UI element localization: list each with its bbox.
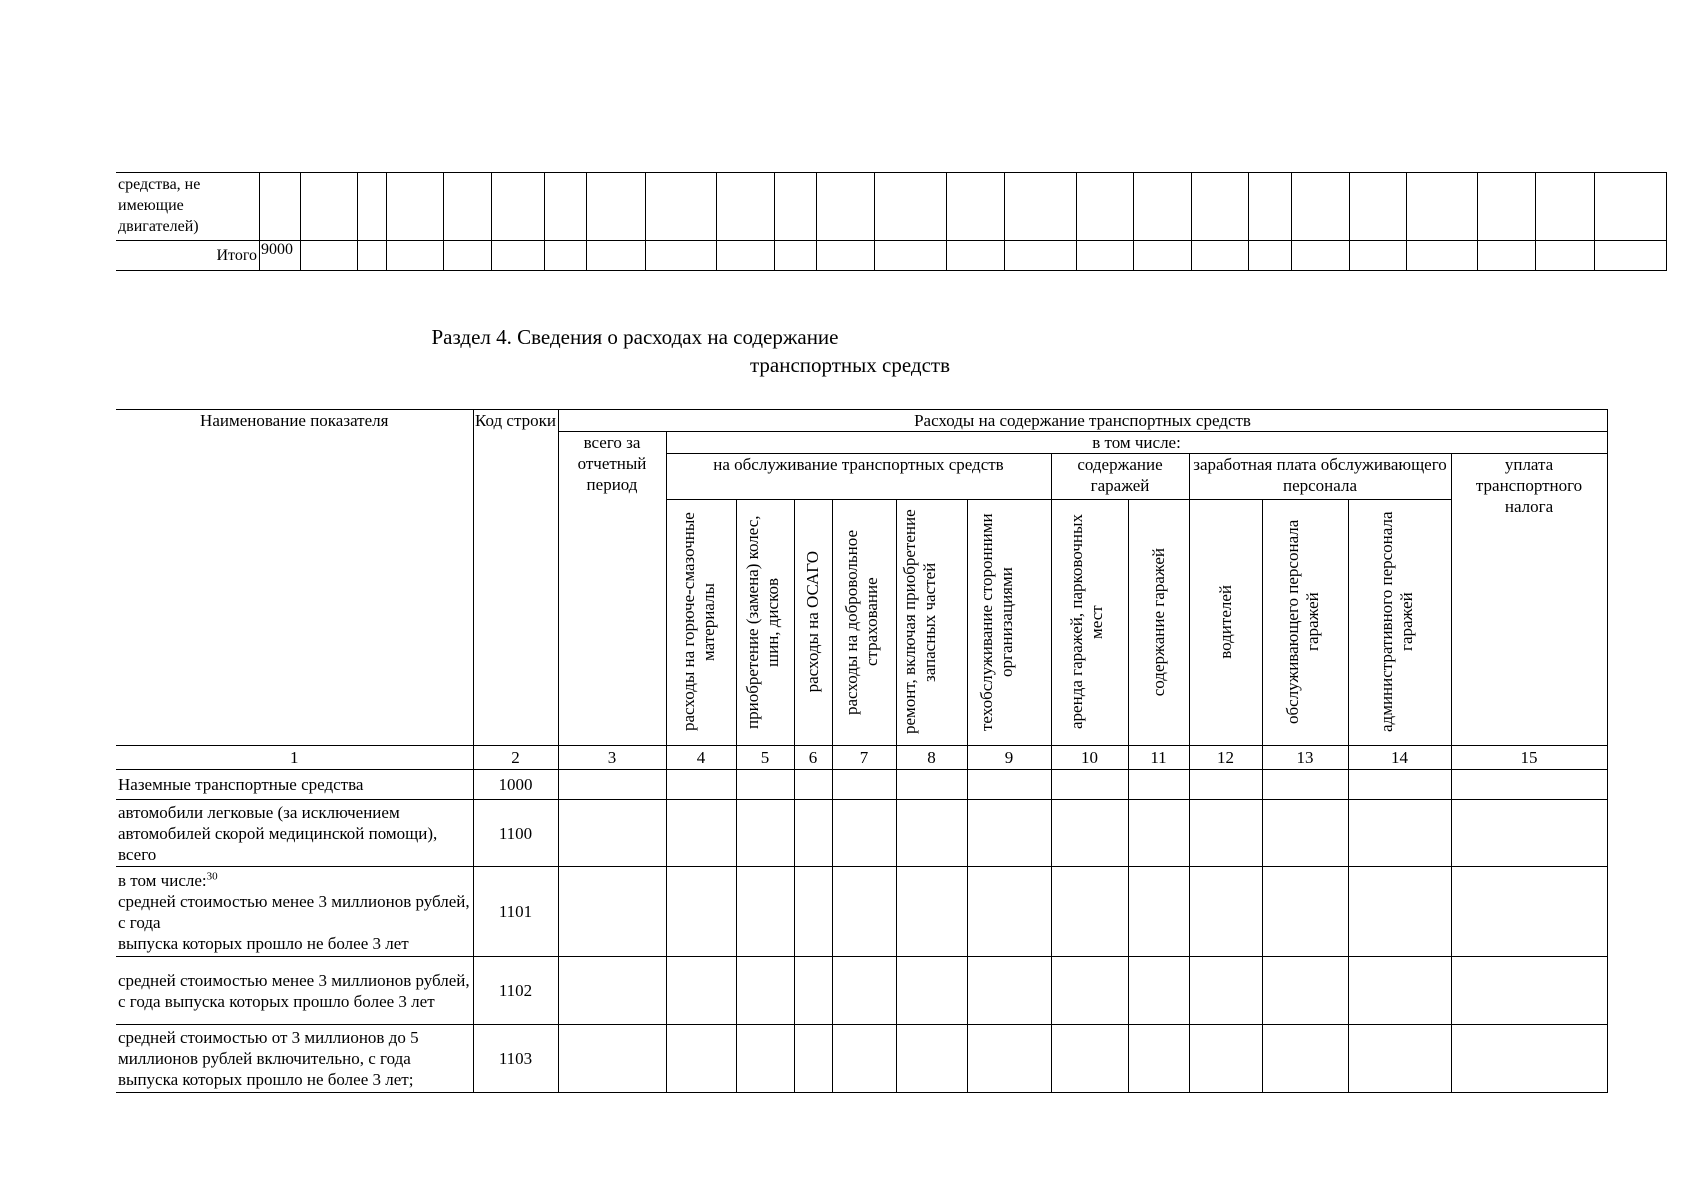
row-name-part: средней стоимостью менее 3 миллионов рублей, с года xyxy=(118,891,470,932)
header-garage-staff: обслуживающего персонала гаражей xyxy=(1282,519,1322,725)
continuation-table xyxy=(116,172,1667,271)
row-name-part: в том числе: xyxy=(118,870,207,890)
table-row xyxy=(116,957,1607,1025)
header-maintenance-group: на обслуживание транспортных средств xyxy=(666,454,1051,500)
row-name: средней стоимостью менее 3 миллионов рублей, с года выпуска которых прошло более 3 лет xyxy=(116,957,473,1025)
header-third-party-service: техобслуживание сторонними организациями xyxy=(977,513,1016,731)
column-number: 2 xyxy=(473,746,558,770)
column-number: 1 xyxy=(116,746,473,770)
column-number: 8 xyxy=(896,746,967,770)
table-row xyxy=(116,173,1667,241)
header-salary-group: заработная плата обслуживающего персонала xyxy=(1189,454,1451,500)
expenses-table xyxy=(116,409,1608,1093)
column-number: 10 xyxy=(1051,746,1128,770)
footnote-marker: 30 xyxy=(206,869,218,882)
row-name-part: выпуска которых прошло не более 3 лет xyxy=(118,933,409,953)
column-number: 9 xyxy=(967,746,1051,770)
header-total-period: всего за отчетный период xyxy=(558,432,666,746)
header-garage-upkeep: содержание гаражей xyxy=(1148,547,1168,697)
column-number: 14 xyxy=(1348,746,1451,770)
total-label: Итого xyxy=(116,241,260,271)
table-row xyxy=(116,800,1607,867)
header-row-code: Код строки xyxy=(473,410,558,746)
total-code: 9000 xyxy=(260,241,301,271)
header-indicator-name: Наименование показателя xyxy=(116,410,473,746)
total-row xyxy=(116,241,1667,271)
row-name: средства, не имеющие двигателей) xyxy=(116,173,260,241)
header-drivers: водителей xyxy=(1215,585,1235,659)
row-name: средней стоимостью от 3 миллионов до 5 миллионов рублей включительно, с года выпуска которых прошло не более 3 лет; xyxy=(116,1025,473,1093)
row-code: 1000 xyxy=(473,770,558,800)
column-number: 12 xyxy=(1189,746,1262,770)
row-name xyxy=(116,867,473,957)
header-fuel: расходы на горюче-смазочные материалы xyxy=(678,512,718,732)
row-name: Наземные транспортные средства xyxy=(116,770,473,800)
row-code: 1102 xyxy=(473,957,558,1025)
header-osago: расходы на ОСАГО xyxy=(803,551,822,693)
column-number: 3 xyxy=(558,746,666,770)
column-number: 13 xyxy=(1262,746,1348,770)
section-title-line1: Раздел 4. Сведения о расходах на содержание xyxy=(431,325,839,349)
column-number: 4 xyxy=(666,746,736,770)
header-expenses-group: Расходы на содержание транспортных средств xyxy=(558,410,1607,432)
row-code: 1101 xyxy=(473,867,558,957)
row-name: автомобили легковые (за исключением автомобилей скорой медицинской помощи), всего xyxy=(116,800,473,867)
column-number: 5 xyxy=(736,746,794,770)
column-number: 15 xyxy=(1451,746,1607,770)
header-transport-tax: уплата транспортного налога xyxy=(1451,454,1607,746)
row-code: 1100 xyxy=(473,800,558,867)
column-number: 6 xyxy=(794,746,832,770)
header-including: в том числе: xyxy=(666,432,1607,454)
column-number-row xyxy=(116,746,1607,770)
header-voluntary-insurance: расходы на добровольное страхование xyxy=(841,529,881,715)
header-garage-rent: аренда гаражей, парковочных мест xyxy=(1067,514,1106,730)
column-number: 7 xyxy=(832,746,896,770)
table-row xyxy=(116,1025,1607,1093)
row-code: 1103 xyxy=(473,1025,558,1093)
table-row xyxy=(116,770,1607,800)
header-tires: приобретение (замена) колес, шин, дисков xyxy=(742,515,782,729)
table-row xyxy=(116,867,1607,957)
header-admin-staff: административного персонала гаражей xyxy=(1377,511,1416,733)
header-repair: ремонт, включая приобретение запасных частей xyxy=(899,509,939,735)
section-title-line2: транспортных средств xyxy=(749,353,950,377)
column-number: 11 xyxy=(1128,746,1189,770)
header-garage-group: содержание гаражей xyxy=(1051,454,1189,500)
